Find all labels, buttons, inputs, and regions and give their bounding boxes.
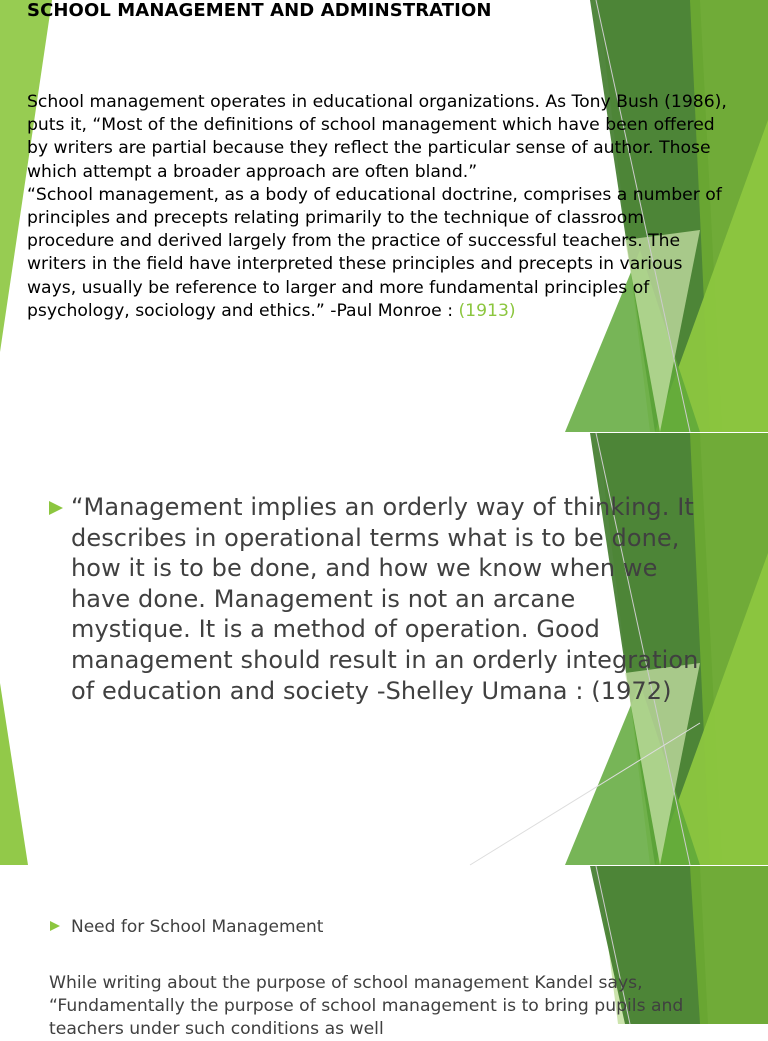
slide-2 bbox=[0, 433, 768, 865]
triangle-bullet-icon bbox=[48, 500, 64, 516]
slide-body bbox=[27, 91, 732, 323]
triangle-bullet-icon bbox=[49, 920, 61, 932]
slide-1 bbox=[0, 0, 768, 432]
kandel-paragraph: While writing about the purpose of school management Kandel says, “Fundamentally the purpose of school management is to bring pupils and teachers under such conditions as well bbox=[49, 973, 684, 1039]
slide-3 bbox=[0, 866, 768, 1039]
management-quote: “Management implies an orderly way of thinking. It describes in operational terms what is to be done, how it is to be done, and how we know when we have done. Management is not an arcane mystique. It is a method of operation. Good management should result in an orderly integration of education and society -Shelley Umana : (1972) bbox=[71, 493, 699, 705]
paragraph-paul-monroe bbox=[27, 184, 732, 323]
left-green-sliver bbox=[0, 683, 28, 865]
year-1913: (1913) bbox=[458, 300, 516, 321]
slide-title: SCHOOL MANAGEMENT AND ADMINSTRATION bbox=[27, 0, 492, 21]
paragraph-tony-bush: School management operates in educational organizations. As Tony Bush (1986), puts it, “Most of the definitions of school management which have been offered by writers are partial because they reflect the particular sense of author. Those which attempt a broader approach are often bland.” bbox=[27, 92, 727, 182]
paul-monroe-text: “School management, as a body of educational doctrine, comprises a number of principles and precepts relating primarily to the technique of classroom procedure and derived largely from the practice of successful teachers. The writers in the field have interpreted these principles and precepts in various ways, usually be reference to larger and more fundamental principles of psychology, sociology and ethics.” -Paul Monroe : bbox=[27, 184, 722, 321]
need-heading: Need for School Management bbox=[71, 917, 324, 937]
